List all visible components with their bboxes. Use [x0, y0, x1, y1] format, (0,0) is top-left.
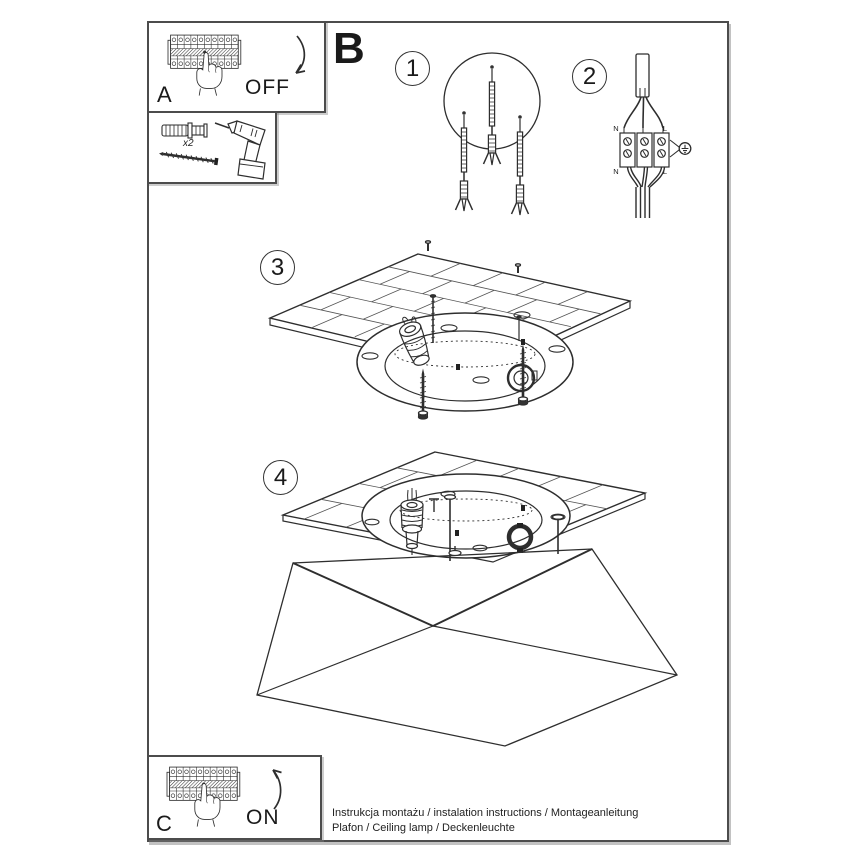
- off-label: OFF: [245, 76, 290, 99]
- on-label: ON: [246, 806, 280, 829]
- step-number-3: [260, 250, 295, 285]
- terminal-label-n-bottom: N: [613, 167, 619, 176]
- section-b-label: B: [333, 24, 365, 73]
- footer-line-2: Plafon / Ceiling lamp / Deckenleuchte: [332, 822, 515, 834]
- tools-illustration: [149, 113, 275, 182]
- drill-icon: [215, 121, 265, 179]
- wall-plug-icon: [162, 123, 207, 138]
- step-number-text: 3: [270, 253, 285, 281]
- curved-arrow-up-icon: [273, 770, 282, 809]
- footer-line-1: Instrukcja montażu / instalation instructions / Montageanleitung: [332, 807, 639, 819]
- terminal-label-l-top: L: [662, 124, 668, 133]
- cable-sleeve: [636, 54, 649, 97]
- step1-anchors-drawing: [444, 53, 540, 215]
- step-number-text: 2: [582, 62, 597, 90]
- curved-arrow-down-icon: [296, 36, 305, 73]
- terminal-label-n-top: N: [613, 124, 619, 133]
- panel-a-label: A: [157, 82, 172, 107]
- power-off-illustration: [149, 23, 324, 111]
- mounting-plate: [362, 474, 570, 558]
- panel-tools: [147, 111, 277, 184]
- terminal-block: [620, 133, 669, 167]
- step-number-1: [395, 51, 430, 86]
- earth-ground-icon: [670, 140, 691, 157]
- hexagonal-shade: [257, 549, 677, 746]
- power-on-illustration: [149, 757, 320, 838]
- screw-anchor-icon: [484, 65, 501, 165]
- step3-mounting-drawing: [270, 241, 630, 419]
- step-number-text: 1: [405, 54, 420, 82]
- panel-c-label: C: [156, 811, 172, 836]
- step-number-4: [263, 460, 298, 495]
- step2-wiring-drawing: [613, 54, 691, 218]
- screw-icon: [159, 150, 219, 165]
- quantity-label: x2: [183, 138, 194, 149]
- panel-power-off: [147, 21, 326, 113]
- panel-power-on: [147, 755, 322, 840]
- step4-shade-drawing: [257, 452, 677, 746]
- step-number-text: 4: [273, 463, 288, 491]
- screw-anchor-icon: [512, 115, 529, 215]
- screw-anchor-icon: [456, 111, 473, 211]
- footer-text: [332, 806, 638, 836]
- pressing-hand-icon: [195, 784, 220, 827]
- mounting-plate: [357, 312, 573, 411]
- step-number-2: [572, 59, 607, 94]
- terminal-label-l-bottom: L: [662, 167, 668, 176]
